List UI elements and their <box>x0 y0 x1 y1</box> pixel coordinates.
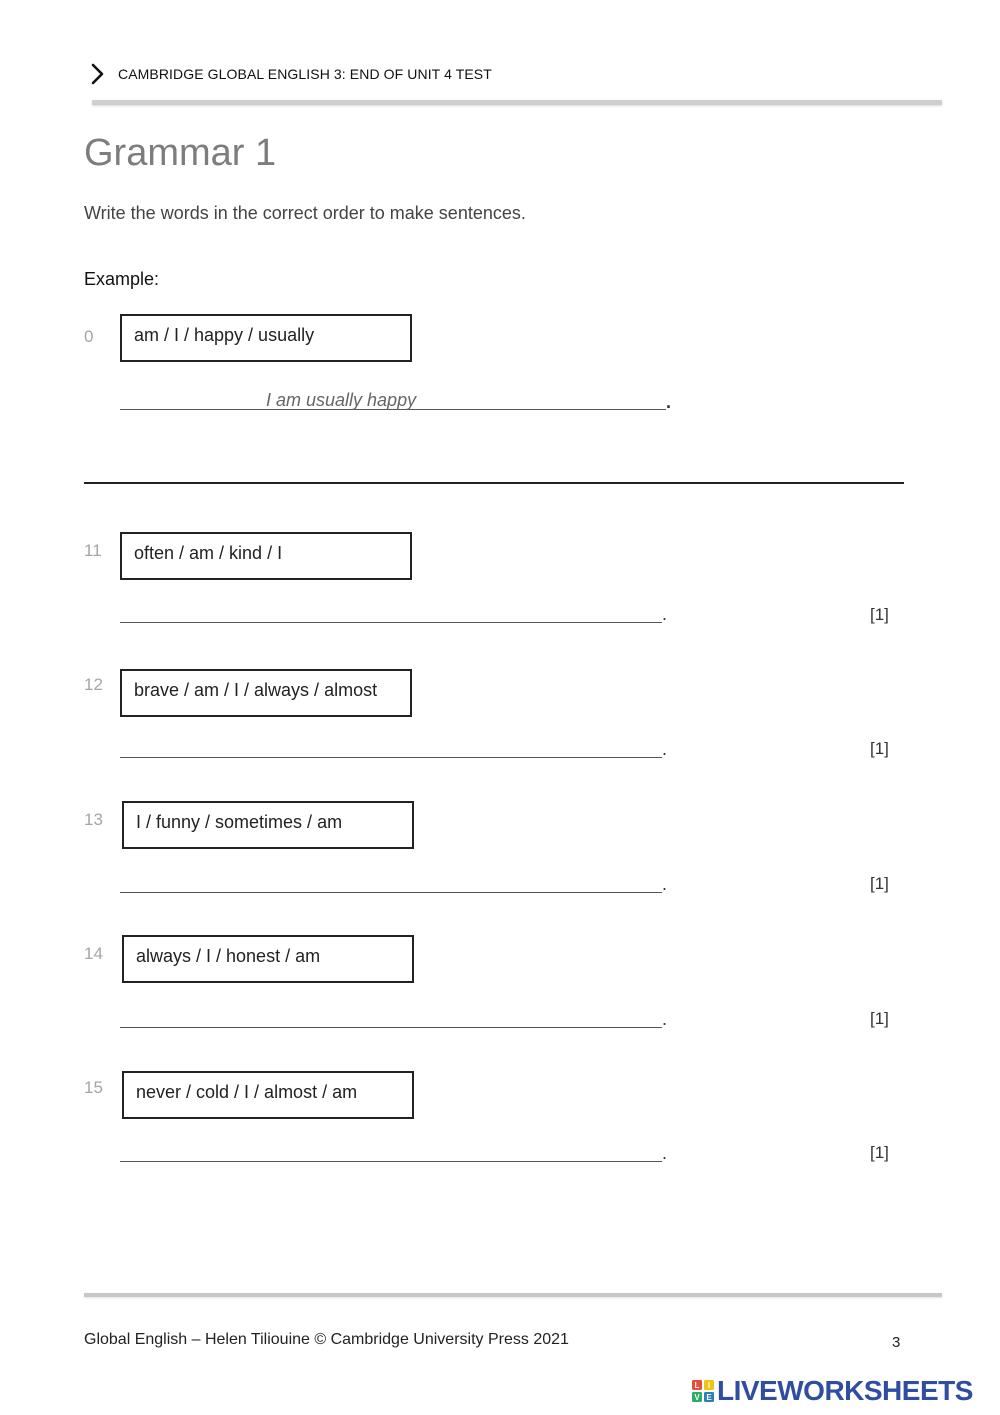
header-rule <box>92 100 942 105</box>
svg-text:L: L <box>694 1381 700 1390</box>
instructions: Write the words in the correct order to make sentences. <box>84 203 526 223</box>
question-number: 13 <box>84 810 103 829</box>
question-word-box: always / I / honest / am <box>122 935 414 983</box>
liveworksheets-logo-icon <box>692 1380 714 1402</box>
example-full-stop: . <box>666 392 672 412</box>
answer-input-line[interactable] <box>120 1027 662 1028</box>
question-number: 15 <box>84 1078 103 1097</box>
header-title: CAMBRIDGE GLOBAL ENGLISH 3: END OF UNIT 4 TEST <box>118 66 492 82</box>
marks-label: [1] <box>870 874 889 893</box>
question-number: 11 <box>84 541 102 560</box>
answer-full-stop: . <box>662 1009 668 1029</box>
page-number: 3 <box>892 1334 901 1351</box>
svg-text:V: V <box>694 1393 700 1402</box>
answer-input-line[interactable] <box>120 1161 662 1162</box>
chevron-right-icon <box>88 62 108 86</box>
footer-copyright: Global English – Helen Tiliouine © Cambridge University Press 2021 <box>84 1331 569 1348</box>
marks-label: [1] <box>870 605 889 624</box>
question-word-box: I / funny / sometimes / am <box>122 801 414 849</box>
example-answer: I am usually happy <box>266 390 417 410</box>
question-word-box: never / cold / I / almost / am <box>122 1071 414 1119</box>
svg-text:I: I <box>707 1381 711 1390</box>
answer-input-line[interactable] <box>120 757 662 758</box>
answer-full-stop: . <box>662 874 668 894</box>
example-label: Example: <box>84 269 160 289</box>
answer-full-stop: . <box>662 739 668 759</box>
question-number: 14 <box>84 944 103 963</box>
footer-rule <box>84 1293 942 1297</box>
marks-label: [1] <box>870 1143 889 1162</box>
answer-full-stop: . <box>662 604 668 624</box>
section-divider <box>84 482 904 484</box>
question-number: 12 <box>84 675 103 694</box>
question-word-box: brave / am / I / always / almost <box>120 669 412 717</box>
question-word-box: often / am / kind / I <box>120 532 412 580</box>
example-number: 0 <box>84 327 94 346</box>
marks-label: [1] <box>870 1009 889 1028</box>
svg-text:E: E <box>706 1393 712 1402</box>
example-word-box: am / I / happy / usually <box>120 314 412 362</box>
answer-input-line[interactable] <box>120 892 662 893</box>
section-title: Grammar 1 <box>84 132 277 174</box>
marks-label: [1] <box>870 739 889 758</box>
answer-full-stop: . <box>662 1143 668 1163</box>
answer-input-line[interactable] <box>120 622 662 623</box>
liveworksheets-brand[interactable] <box>692 1374 973 1408</box>
brand-name: LIVEWORKSHEETS <box>717 1375 973 1406</box>
